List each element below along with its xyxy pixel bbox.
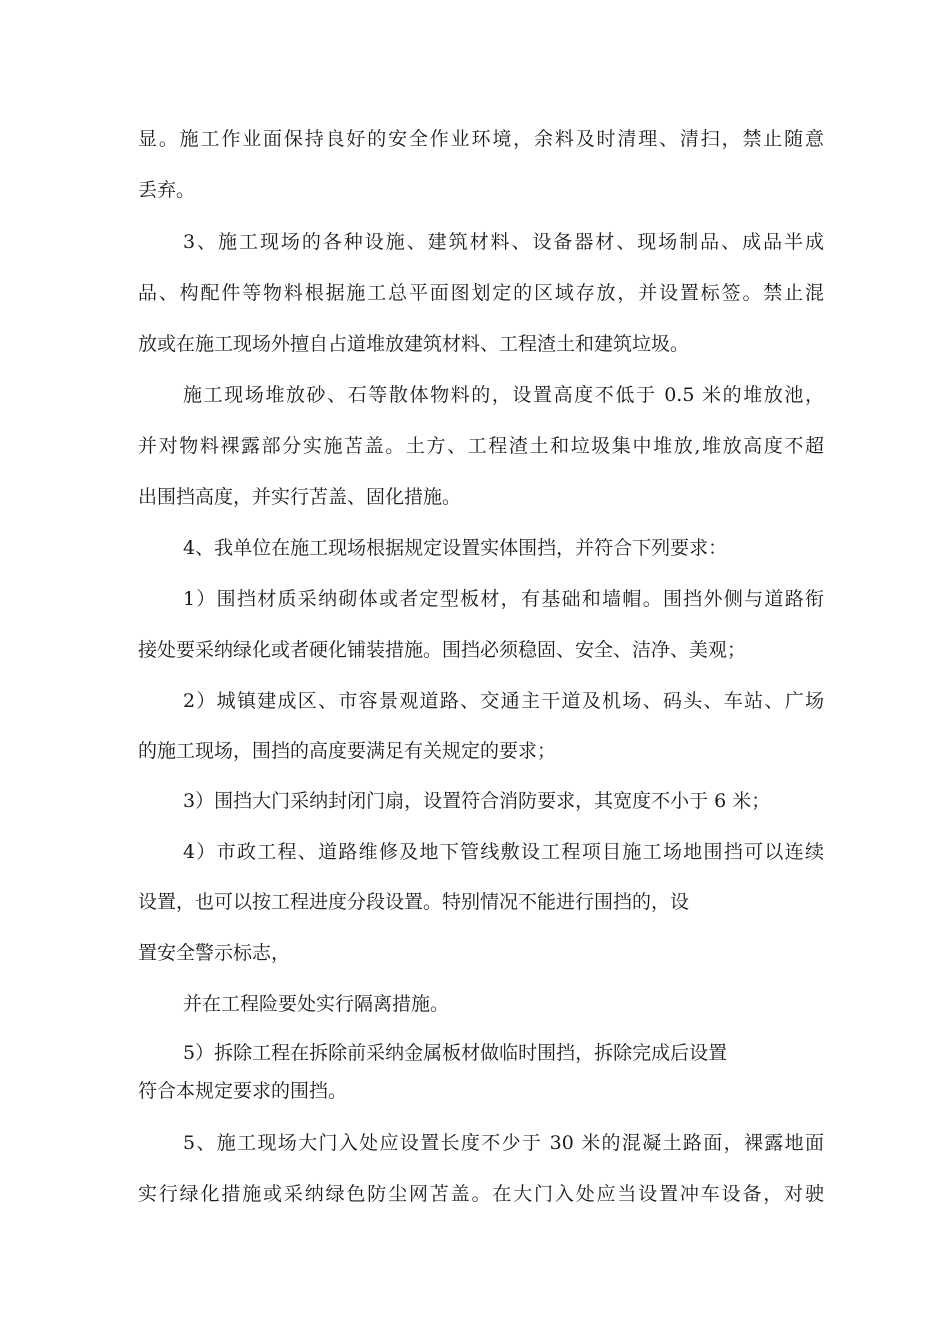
text-line: 1）围挡材质采纳砌体或者定型板材，有基础和墙帽。围挡外侧与道路衔 xyxy=(183,588,824,610)
text-line: 接处要采纳绿化或者硬化铺装措施。围挡必须稳固、安全、洁净、美观； xyxy=(138,639,747,661)
text-line: 5）拆除工程在拆除前采纳金属板材做临时围挡，拆除完成后设置 xyxy=(183,1042,728,1064)
text-line: 设置，也可以按工程进度分段设置。特别情况不能进行围挡的，设 xyxy=(138,891,690,913)
text-line: 符合本规定要求的围挡。 xyxy=(138,1080,348,1102)
text-line: 并在工程险要处实行隔离措施。 xyxy=(183,993,450,1015)
text-line: 4）市政工程、道路维修及地下管线敷设工程项目施工场地围挡可以连续 xyxy=(183,841,824,863)
text-line: 放或在施工现场外擅自占道堆放建筑材料、工程渣土和建筑垃圾。 xyxy=(138,333,690,355)
text-line: 的施工现场，围挡的高度要满足有关规定的要求； xyxy=(138,740,557,762)
text-line: 丢弃。 xyxy=(138,179,196,201)
text-line: 出围挡高度，并实行苫盖、固化措施。 xyxy=(138,486,462,508)
text-line: 并对物料裸露部分实施苫盖。土方、工程渣土和垃圾集中堆放,堆放高度不超 xyxy=(138,435,824,457)
text-line: 3、施工现场的各种设施、建筑材料、设备器材、现场制品、成品半成 xyxy=(183,231,824,253)
text-line: 品、构配件等物料根据施工总平面图划定的区域存放，并设置标签。禁止混 xyxy=(138,282,824,304)
text-line: 5、施工现场大门入处应设置长度不少于 30 米的混凝土路面，裸露地面 xyxy=(183,1132,824,1154)
text-line: 显。施工作业面保持良好的安全作业环境，余料及时清理、清扫，禁止随意 xyxy=(138,128,824,150)
text-line: 置安全警示标志， xyxy=(138,942,291,964)
text-line: 施工现场堆放砂、石等散体物料的，设置高度不低于 0.5 米的堆放池， xyxy=(183,384,824,406)
text-line: 实行绿化措施或采纳绿色防尘网苫盖。在大门入处应当设置冲车设备，对驶 xyxy=(138,1183,824,1205)
text-line: 2）城镇建成区、市容景观道路、交通主干道及机场、码头、车站、广场 xyxy=(183,690,824,712)
text-line: 4、我单位在施工现场根据规定设置实体围挡，并符合下列要求： xyxy=(183,537,728,559)
text-line: 3）围挡大门采纳封闭门扇，设置符合消防要求，其宽度不小于 6 米； xyxy=(183,790,771,812)
